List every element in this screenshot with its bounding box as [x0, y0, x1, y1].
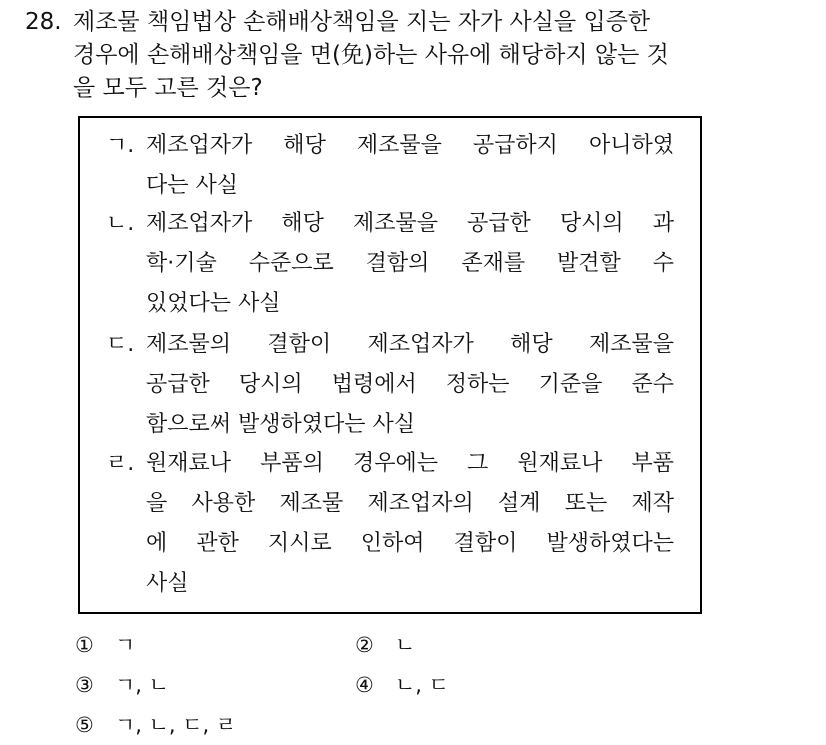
choice-3[interactable] — [75, 670, 169, 700]
item-marker: ㄴ. — [106, 211, 135, 236]
choice-number: ② — [355, 633, 374, 657]
question-text-line: 제조물 책임법상 손해배상책임을 지는 자가 사실을 입증한 — [73, 9, 651, 35]
item-marker: ㄹ. — [106, 451, 135, 476]
choice-text: ㄴ — [395, 633, 416, 657]
question-text-line: 을 모두 고른 것은? — [73, 75, 263, 101]
item-marker: ㄱ. — [106, 133, 135, 158]
choice-number: ③ — [75, 673, 94, 697]
item-line: 제조물의 결함이 제조업자가 해당 제조물을 — [146, 332, 674, 357]
item-line: 제조업자가 해당 제조물을 공급하지 아니하였 — [146, 133, 674, 158]
item-line: 을 사용한 제조물 제조업자의 설계 또는 제작 — [146, 491, 674, 516]
item-line: 있었다는 사실 — [146, 291, 281, 316]
item-line: 함으로써 발생하였다는 사실 — [146, 412, 416, 437]
statement-box — [78, 116, 702, 614]
item-marker: ㄷ. — [106, 332, 135, 357]
item-line: 공급한 당시의 법령에서 정하는 기준을 준수 — [146, 372, 674, 397]
choice-text: ㄱ — [115, 633, 136, 657]
item-line: 에 관한 지시로 인하여 결함이 발생하였다는 — [146, 531, 674, 556]
question-text-line: 경우에 손해배상책임을 면(免)하는 사유에 해당하지 않는 것 — [73, 42, 669, 68]
choice-2[interactable] — [355, 630, 415, 660]
choice-1[interactable] — [75, 630, 135, 660]
item-line: 원재료나 부품의 경우에는 그 원재료나 부품 — [146, 451, 674, 476]
choice-number: ① — [75, 633, 94, 657]
choice-number: ⑤ — [75, 713, 94, 737]
item-line: 다는 사실 — [146, 173, 239, 198]
choice-5[interactable] — [75, 710, 236, 740]
item-line: 학·기술 수준으로 결함의 존재를 발견할 수 — [146, 251, 674, 276]
item-line: 사실 — [146, 571, 189, 596]
choice-number: ④ — [355, 673, 374, 697]
choice-text: ㄱ, ㄴ — [115, 673, 169, 697]
question-number: 28. — [25, 9, 62, 35]
choice-text: ㄱ, ㄴ, ㄷ, ㄹ — [115, 713, 237, 737]
choice-text: ㄴ, ㄷ — [395, 673, 449, 697]
choice-4[interactable] — [355, 670, 449, 700]
item-line: 제조업자가 해당 제조물을 공급한 당시의 과 — [146, 211, 674, 236]
